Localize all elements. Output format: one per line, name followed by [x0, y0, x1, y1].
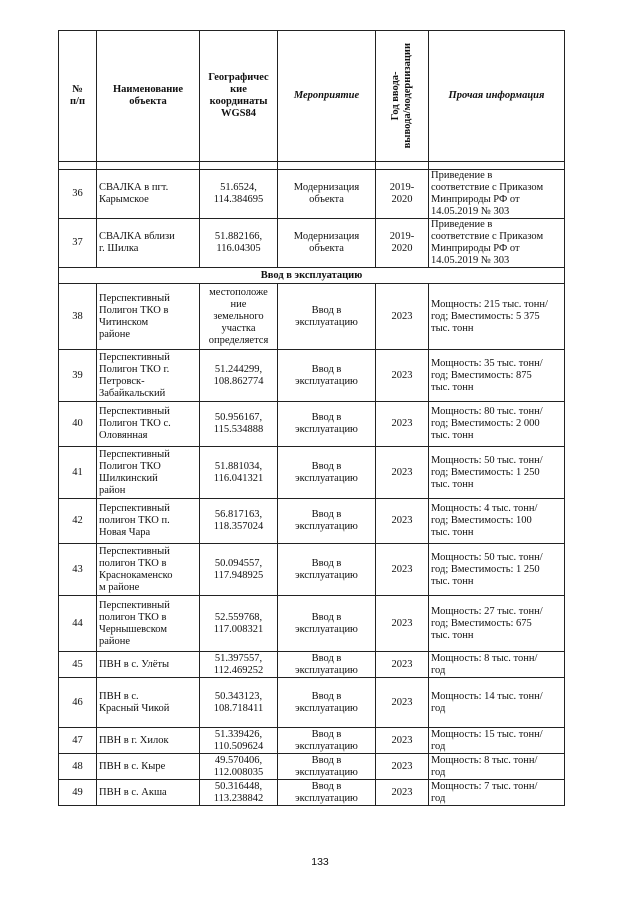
- cell-name: СВАЛКА вблизи г. Шилка: [97, 219, 200, 268]
- cell-coordinates: 49.570406, 112.008035: [200, 754, 278, 780]
- cell-coordinates: 50.343123, 108.718411: [200, 678, 278, 728]
- cell-event: Ввод в эксплуатацию: [278, 350, 376, 402]
- cell-event: Ввод в эксплуатацию: [278, 652, 376, 678]
- cell-name: ПВН в с. Улёты: [97, 652, 200, 678]
- cell-info: Мощность: 15 тыс. тонн/ год: [429, 728, 565, 754]
- cell-num: 39: [59, 350, 97, 402]
- cell-info: Мощность: 7 тыс. тонн/ год: [429, 780, 565, 806]
- document-table: [58, 30, 565, 806]
- cell-event: Ввод в эксплуатацию: [278, 754, 376, 780]
- cell-num: 41: [59, 447, 97, 499]
- cell-year: 2023: [376, 402, 429, 447]
- table-row: [59, 544, 565, 596]
- cell-year: 2019- 2020: [376, 219, 429, 268]
- header-num: № п/п: [59, 31, 97, 162]
- header-name: Наименование объекта: [97, 31, 200, 162]
- cell-year: 2023: [376, 350, 429, 402]
- cell-info: Мощность: 50 тыс. тонн/ год; Вместимость: 1 250 тыс. тонн: [429, 544, 565, 596]
- table-row: [59, 754, 565, 780]
- cell-num: 44: [59, 596, 97, 652]
- cell-coordinates: 50.316448, 113.238842: [200, 780, 278, 806]
- cell-coordinates: 51.244299, 108.862774: [200, 350, 278, 402]
- table-row: [59, 780, 565, 806]
- cell-num: 46: [59, 678, 97, 728]
- cell-info: Приведение в соответствие с Приказом Минприроды РФ от 14.05.2019 № 303: [429, 170, 565, 219]
- cell-coordinates: 51.6524, 114.384695: [200, 170, 278, 219]
- cell-event: Модернизация объекта: [278, 219, 376, 268]
- cell-event: Ввод в эксплуатацию: [278, 284, 376, 350]
- cell-num: 38: [59, 284, 97, 350]
- table-row: [59, 284, 565, 350]
- page-number: 133: [311, 856, 329, 868]
- cell-info: Мощность: 4 тыс. тонн/ год; Вместимость: 100 тыс. тонн: [429, 499, 565, 544]
- cell-num: 40: [59, 402, 97, 447]
- cell-year: 2023: [376, 447, 429, 499]
- cell-name: ПВН в с. Акша: [97, 780, 200, 806]
- section-row: [59, 268, 565, 284]
- cell-num: 49: [59, 780, 97, 806]
- table-row: [59, 402, 565, 447]
- table-row: [59, 219, 565, 268]
- cell-info: Мощность: 8 тыс. тонн/ год: [429, 754, 565, 780]
- cell-year: 2023: [376, 652, 429, 678]
- rows-before: [59, 170, 565, 268]
- cell-year: 2023: [376, 780, 429, 806]
- cell-name: Перспективный полигон ТКО в Чернышевском районе: [97, 596, 200, 652]
- cell-num: 42: [59, 499, 97, 544]
- cell-coordinates: 51.339426, 110.509624: [200, 728, 278, 754]
- cell-event: Ввод в эксплуатацию: [278, 678, 376, 728]
- cell-name: СВАЛКА в пгт. Карымское: [97, 170, 200, 219]
- rows-after: [59, 284, 565, 806]
- cell-info: Мощность: 8 тыс. тонн/ год: [429, 652, 565, 678]
- cell-coordinates: 50.094557, 117.948925: [200, 544, 278, 596]
- table-row: [59, 728, 565, 754]
- cell-year: 2023: [376, 284, 429, 350]
- cell-coordinates: 51.881034, 116.041321: [200, 447, 278, 499]
- cell-num: 36: [59, 170, 97, 219]
- cell-coordinates: 56.817163, 118.357024: [200, 499, 278, 544]
- cell-info: Приведение в соответствие с Приказом Минприроды РФ от 14.05.2019 № 303: [429, 219, 565, 268]
- cell-event: Ввод в эксплуатацию: [278, 499, 376, 544]
- cell-year: 2023: [376, 499, 429, 544]
- cell-year: 2019- 2020: [376, 170, 429, 219]
- cell-year: 2023: [376, 754, 429, 780]
- header-spacer-row: [59, 162, 565, 170]
- cell-year: 2023: [376, 596, 429, 652]
- header-info: Прочая информация: [429, 31, 565, 162]
- cell-event: Ввод в эксплуатацию: [278, 728, 376, 754]
- header-year: [376, 31, 429, 162]
- cell-num: 45: [59, 652, 97, 678]
- header-coords: Географичес кие координаты WGS84: [200, 31, 278, 162]
- cell-info: Мощность: 50 тыс. тонн/ год; Вместимость: 1 250 тыс. тонн: [429, 447, 565, 499]
- cell-info: Мощность: 35 тыс. тонн/ год; Вместимость: 875 тыс. тонн: [429, 350, 565, 402]
- header-event: Мероприятие: [278, 31, 376, 162]
- cell-num: 48: [59, 754, 97, 780]
- cell-name: ПВН в с. Красный Чикой: [97, 678, 200, 728]
- cell-name: Перспективный Полигон ТКО с. Оловянная: [97, 402, 200, 447]
- cell-coordinates: 51.882166, 116.04305: [200, 219, 278, 268]
- cell-year: 2023: [376, 678, 429, 728]
- cell-info: Мощность: 215 тыс. тонн/ год; Вместимость: 5 375 тыс. тонн: [429, 284, 565, 350]
- cell-name: Перспективный полигон ТКО п. Новая Чара: [97, 499, 200, 544]
- cell-coordinates: местоположе ние земельного участка определяется: [200, 284, 278, 350]
- cell-event: Ввод в эксплуатацию: [278, 596, 376, 652]
- cell-name: ПВН в г. Хилок: [97, 728, 200, 754]
- cell-event: Ввод в эксплуатацию: [278, 447, 376, 499]
- cell-event: Модернизация объекта: [278, 170, 376, 219]
- cell-event: Ввод в эксплуатацию: [278, 402, 376, 447]
- table-row: [59, 447, 565, 499]
- cell-info: Мощность: 80 тыс. тонн/ год; Вместимость: 2 000 тыс. тонн: [429, 402, 565, 447]
- cell-num: 37: [59, 219, 97, 268]
- cell-coordinates: 51.397557, 112.469252: [200, 652, 278, 678]
- cell-info: Мощность: 14 тыс. тонн/ год: [429, 678, 565, 728]
- cell-info: Мощность: 27 тыс. тонн/ год; Вместимость: 675 тыс. тонн: [429, 596, 565, 652]
- cell-coordinates: 52.559768, 117.008321: [200, 596, 278, 652]
- table-row: [59, 596, 565, 652]
- section-title: Ввод в эксплуатацию: [59, 268, 565, 284]
- cell-name: Перспективный Полигон ТКО Шилкинский район: [97, 447, 200, 499]
- cell-year: 2023: [376, 544, 429, 596]
- cell-coordinates: 50.956167, 115.534888: [200, 402, 278, 447]
- table-row: [59, 678, 565, 728]
- cell-name: Перспективный полигон ТКО в Краснокаменско м районе: [97, 544, 200, 596]
- table-row: [59, 652, 565, 678]
- header-year-text: Год ввода- вывода/модернизации: [390, 43, 413, 149]
- cell-year: 2023: [376, 728, 429, 754]
- cell-name: ПВН в с. Кыре: [97, 754, 200, 780]
- cell-event: Ввод в эксплуатацию: [278, 544, 376, 596]
- cell-name: Перспективный Полигон ТКО в Читинском районе: [97, 284, 200, 350]
- cell-num: 43: [59, 544, 97, 596]
- cell-name: Перспективный Полигон ТКО г. Петровск- Забайкальский: [97, 350, 200, 402]
- table-row: [59, 170, 565, 219]
- cell-event: Ввод в эксплуатацию: [278, 780, 376, 806]
- header-row: [59, 31, 565, 162]
- table-row: [59, 350, 565, 402]
- table-row: [59, 499, 565, 544]
- cell-num: 47: [59, 728, 97, 754]
